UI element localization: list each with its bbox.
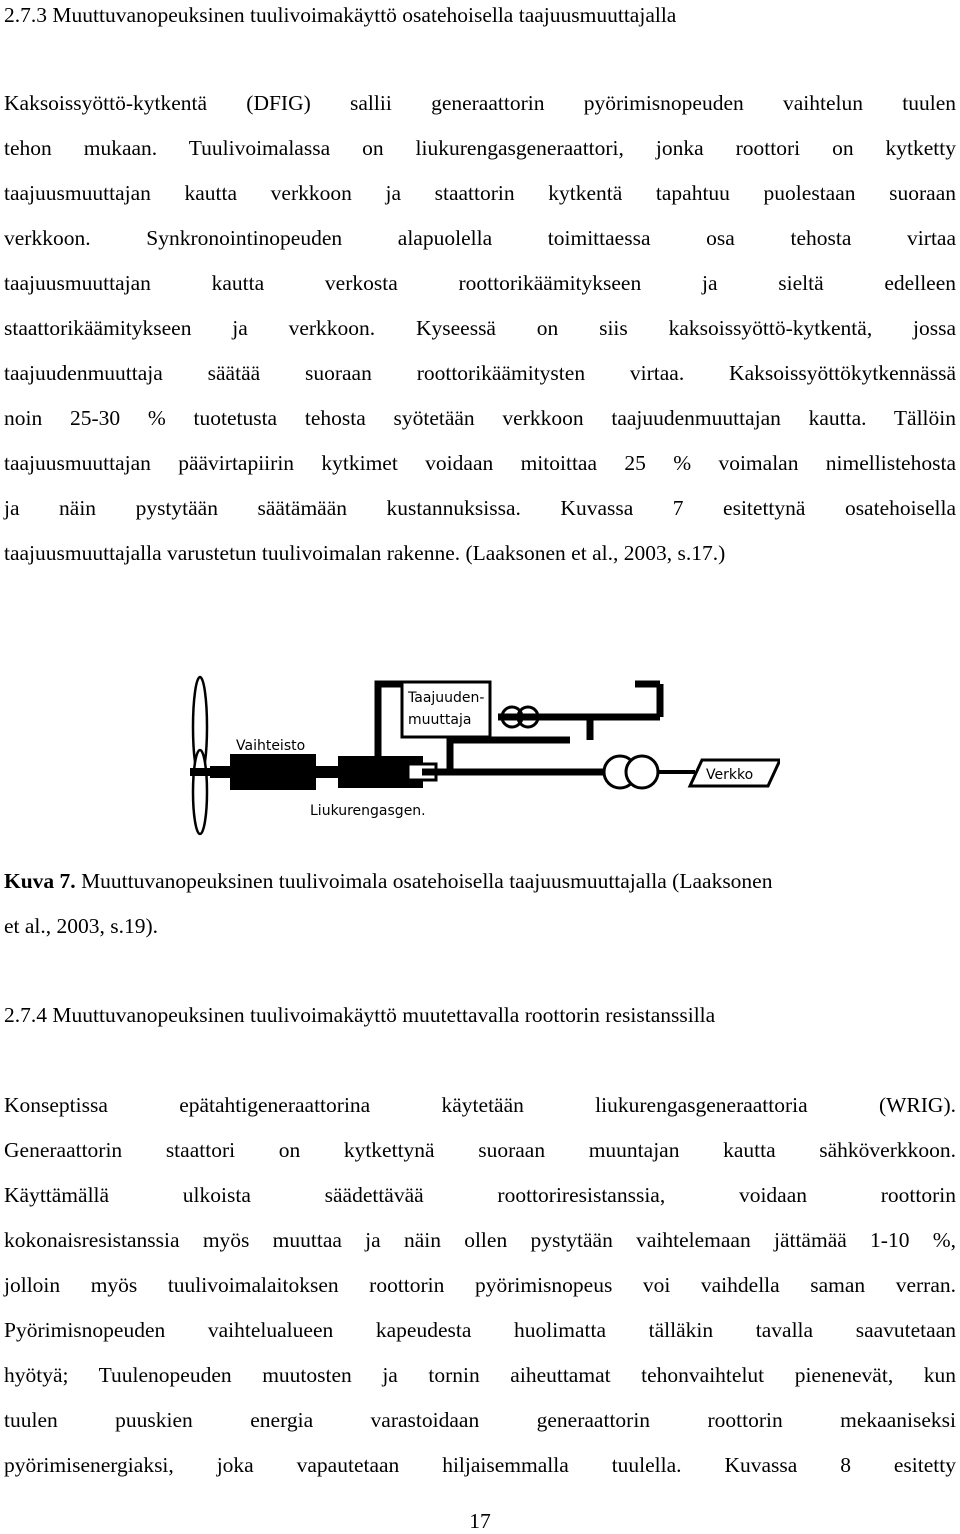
- paragraph-line: taajuusmuuttajan päävirtapiirin kytkimet voidaan mitoittaa 25 % voimalan nimellistehosta: [4, 451, 956, 475]
- paragraph-line: Kaksoissyöttö-kytkentä (DFIG) sallii generaattorin pyörimisnopeuden vaihtelun tuulen: [4, 91, 956, 115]
- paragraph-line: taajuudenmuuttaja säätää suoraan roottorikäämitysten virtaa. Kaksoissyöttökytkennässä: [4, 361, 956, 385]
- gearbox-box: [230, 754, 316, 790]
- paragraph-line: Käyttämällä ulkoista säädettävää roottoriresistanssia, voidaan roottorin: [4, 1183, 956, 1207]
- paragraph-line: noin 25-30 % tuotetusta tehosta syötetään verkkoon taajuudenmuuttajan kautta. Tällöin: [4, 406, 956, 430]
- paragraph-line: Generaattorin staattori on kytkettynä suoraan muuntajan kautta sähköverkkoon.: [4, 1138, 956, 1162]
- paragraph-line: verkkoon. Synkronointinopeuden alapuolella toimittaessa osa tehosta virtaa: [4, 226, 956, 250]
- shaft-2: [316, 766, 338, 778]
- shaft: [210, 766, 230, 778]
- section-heading-2-7-3: 2.7.3 Muuttuvanopeuksinen tuulivoimakäyttö osatehoisella taajuusmuuttajalla: [4, 3, 677, 27]
- paragraph-line: Pyörimisnopeuden vaihtelualueen kapeudesta huolimatta tälläkin tavalla saavutetaan: [4, 1318, 956, 1342]
- figure-caption: [4, 868, 956, 894]
- wind-turbine-diagram: [180, 672, 780, 837]
- paragraph-line: tuulen puuskien energia varastoidaan generaattorin roottorin mekaaniseksi: [4, 1408, 956, 1432]
- paragraph-line: hyötyä; Tuulenopeuden muutosten ja tornin aiheuttamat tehonvaihtelut pienenevät, kun: [4, 1363, 956, 1387]
- paragraph-line: taajuusmuuttajalla varustetun tuulivoimalan rakenne. (Laaksonen et al., 2003, s.17.): [4, 541, 726, 565]
- page-number: 17: [469, 1509, 491, 1533]
- paragraph-line: tehon mukaan. Tuulivoimalassa on liukurengasgeneraattori, jonka roottori on kytketty: [4, 136, 956, 160]
- paragraph-line: kokonaisresistanssia myös muuttaa ja näin ollen pystytään vaihtelemaan jättämää 1-10 %,: [4, 1228, 956, 1252]
- rotor-hub: [190, 768, 212, 776]
- generator-label: Liukurengasgen.: [310, 803, 426, 819]
- paragraph-line: ja näin pystytään säätämään kustannuksissa. Kuvassa 7 esitettynä osatehoisella: [4, 496, 956, 520]
- section-heading-2-7-4: 2.7.4 Muuttuvanopeuksinen tuulivoimakäyttö muutettavalla roottorin resistanssilla: [4, 1003, 716, 1027]
- transformer-icon: [604, 756, 658, 788]
- paragraph-line: pyörimisenergiaksi, joka vapautetaan hiljaisemmalla tuulella. Kuvassa 8 esitetty: [4, 1453, 956, 1477]
- paragraph-line: taajuusmuuttajan kautta verkkoon ja staattorin kytkentä tapahtuu puolestaan suoraan: [4, 181, 956, 205]
- rotor-blades-icon: [193, 677, 207, 834]
- converter-label-line1: Taajuuden-: [408, 690, 485, 706]
- paragraph-line: jolloin myös tuulivoimalaitoksen roottorin pyörimisnopeus voi vaihdella saman verran.: [4, 1273, 956, 1297]
- grid-label: Verkko: [706, 767, 754, 783]
- paragraph-line: Konseptissa epätahtigeneraattorina käytetään liukurengasgeneraattoria (WRIG).: [4, 1093, 956, 1117]
- converter-label-line2: muuttaja: [408, 712, 472, 728]
- paragraph-line: taajuusmuuttajan kautta verkosta roottorikäämitykseen ja sieltä edelleen: [4, 271, 956, 295]
- paragraph-line: staattorikäämitykseen ja verkkoon. Kyseessä on siis kaksoissyöttö-kytkentä, jossa: [4, 316, 956, 340]
- gearbox-label: Vaihteisto: [236, 738, 306, 754]
- caption-text: Muuttuvanopeuksinen tuulivoimala osatehoisella taajuusmuuttajalla (Laaksonen: [75, 869, 773, 893]
- figure-caption-line2: et al., 2003, s.19).: [4, 914, 159, 938]
- caption-number: Kuva 7.: [4, 869, 76, 893]
